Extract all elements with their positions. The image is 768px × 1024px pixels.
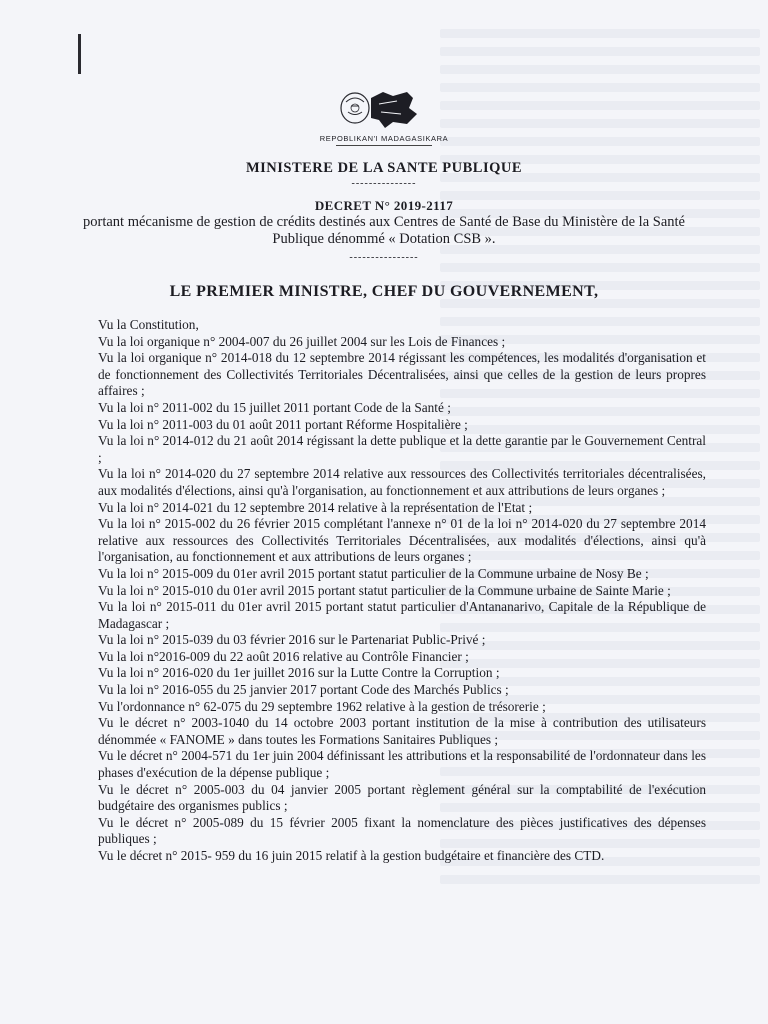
visa-item: Vu la loi n° 2015-039 du 03 février 2016 sur le Partenariat Public-Privé ; xyxy=(98,632,486,648)
visa-item: Vu la loi n° 2015-002 du 26 février 2015 complétant l'annexe n° 01 de la loi n° 2014-020 du 27 septembre 2014 relative aux ressources des Collectivités Territoriales Décentralisées, aux modalités d'élections, ainsi qu'à l'organisation, au fonctionnement et aux attributions de leurs organes ; xyxy=(98,516,706,565)
margin-pen-mark xyxy=(78,34,81,74)
visa-item: Vu la loi n° 2014-012 du 21 août 2014 régissant la dette publique et la dette garantie par le Gouvernement Central ; xyxy=(98,433,706,465)
visa-item: Vu la loi n° 2016-055 du 25 janvier 2017 portant Code des Marchés Publics ; xyxy=(98,682,509,698)
visa-item: Vu l'ordonnance n° 62-075 du 29 septembre 1962 relative à la gestion de trésorerie ; xyxy=(98,698,546,714)
visa-item: Vu la loi n° 2011-002 du 15 juillet 2011 portant Code de la Santé ; xyxy=(98,399,451,415)
visa-item: Vu le décret n° 2005-003 du 04 janvier 2005 portant règlement général sur la comptabilité de l'exécution budgétaire des organismes publics ; xyxy=(98,781,706,814)
visa-item: Vu la loi organique n° 2004-007 du 26 juillet 2004 sur les Lois de Finances ; xyxy=(98,333,506,349)
visa-item: Vu la loi n° 2015-010 du 01er avril 2015 portant statut particulier de la Commune urbaine de Sainte Marie ; xyxy=(98,582,671,598)
separator: --------------- xyxy=(351,178,417,189)
visa-item: Vu le décret n° 2005-089 du 15 février 2005 fixant la nomenclature des pièces justificatives des dépenses publiques ; xyxy=(98,814,706,847)
visa-item: Vu la loi n° 2015-009 du 01er avril 2015 portant statut particulier de la Commune urbaine de Nosy Be ; xyxy=(98,565,649,581)
decree-subject: portant mécanisme de gestion de crédits destinés aux Centres de Santé de Base du Ministère de la Santé Publique dénommé « Dotation CSB ». xyxy=(83,214,685,247)
visa-item: Vu la loi n° 2014-020 du 27 septembre 2014 relative aux ressources des Collectivités territoriales décentralisées, aux modalités d'élections, ainsi qu'à l'organisation, au fonctionnement et aux attributions de leurs organes ; xyxy=(98,466,706,498)
visa-item: Vu la loi organique n° 2014-018 du 12 septembre 2014 régissant les compétences, les modalités d'organisation et de fonctionnement des Collectivités Territoriales Décentralisées, ainsi que celles de la gestion de leurs propres affaires ; xyxy=(98,350,706,399)
visa-list xyxy=(98,317,706,865)
visa-item: Vu la loi n° 2015-011 du 01er avril 2015 portant statut particulier d'Antananarivo, Capitale de la République de Madagascar ; xyxy=(98,599,706,631)
letterhead xyxy=(0,82,768,146)
visa-item: Vu le décret n° 2015- 959 du 16 juin 2015 relatif à la gestion budgétaire et financière des CTD. xyxy=(98,848,605,863)
madagascar-emblem-icon xyxy=(319,82,449,138)
ministry-title: MINISTERE DE LA SANTE PUBLIQUE xyxy=(245,160,523,176)
visa-item: Vu la loi n° 2016-020 du 1er juillet 2016 sur la Lutte Contre la Corruption ; xyxy=(98,665,500,681)
republic-caption: REPOBLIKAN'I MADAGASIKARA xyxy=(319,134,449,143)
visa-item: Vu la loi n°2016-009 du 22 août 2016 relative au Contrôle Financier ; xyxy=(98,648,469,664)
decree-number: DECRET N° 2019-2117 xyxy=(314,198,454,213)
visa-item: Vu le décret n° 2004-571 du 1er juin 2004 définissant les attributions et la responsabilité de l'ordonnateur dans les phases d'exécution de la dépense publique ; xyxy=(98,748,706,781)
visa-item: Vu la Constitution, xyxy=(98,317,199,332)
separator: ---------------- xyxy=(349,252,419,263)
caption-underline xyxy=(336,145,432,146)
visa-item: Vu le décret n° 2003-1040 du 14 octobre 2003 portant institution de la mise à contribution des utilisateurs dénommée « FANOME » dans toutes les Formations Sanitaires Publiques ; xyxy=(98,715,706,747)
visa-item: Vu la loi n° 2014-021 du 12 septembre 2014 relative à la représentation de l'Etat ; xyxy=(98,499,533,515)
authority-heading: LE PREMIER MINISTRE, CHEF DU GOUVERNEMENT, xyxy=(169,283,599,300)
visa-item: Vu la loi n° 2011-003 du 01 août 2011 portant Réforme Hospitalière ; xyxy=(98,416,468,432)
